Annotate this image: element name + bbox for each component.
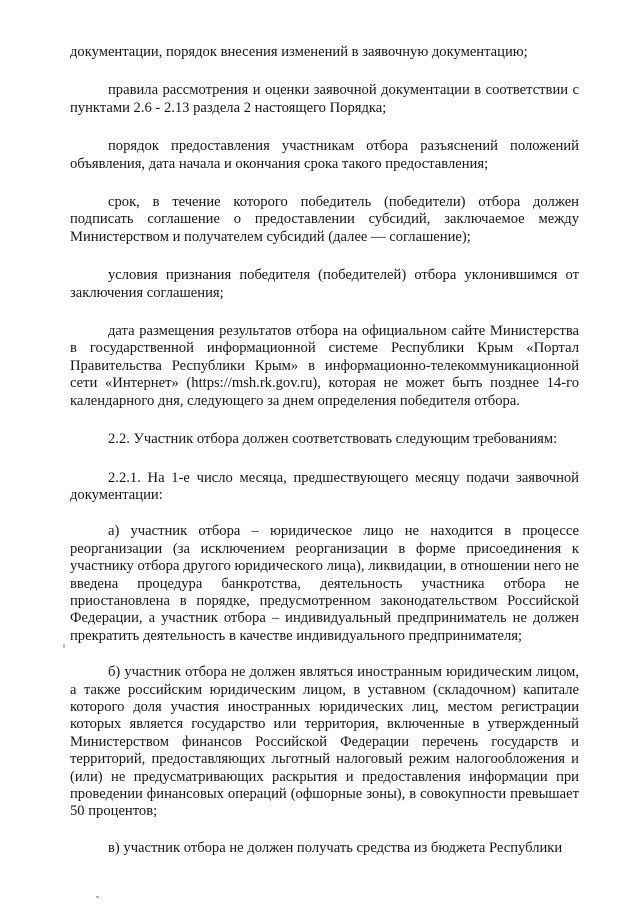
paragraph-documentation-changes: документации, порядок внесения изменений в заявочную документацию;: [70, 44, 528, 60]
document-body: [70, 44, 579, 857]
paragraph-signing-term: срок, в течение которого победитель (победители) отбора должен подписать соглашение о предоставлении субсидий, заключаемое между Министерством и получателем субсидий (далее — соглашение);: [70, 194, 579, 245]
paragraph-review-rules: правила рассмотрения и оценки заявочной документации в соответствии с пунктами 2.6 - 2.13 раздела 2 настоящего Порядка;: [70, 82, 579, 116]
paragraph-item-v: в) участник отбора не должен получать средства из бюджета Республики: [108, 839, 563, 856]
paragraph-section-2-2: 2.2. Участник отбора должен соответствовать следующим требованиям:: [108, 431, 558, 448]
paragraph-evasion-conditions: условия признания победителя (победителей) отбора уклонившимся от заключения соглашения;: [70, 267, 579, 301]
paragraph-item-b: б) участник отбора не должен являться иностранным юридическим лицом, а также российским юридическим лицом, в уставном (складочном) капитале которого доля участия иностранных юридических лиц, местом регистрации которых является государство или территория, включенные в утвержденный Министерством финансов Российской Федерации перечень государств и территорий, предоставляющих льготный налоговый режим налогообложения и (или) не предусматривающих раскрытия и предоставления информации при проведении финансовых операций (офшорные зоны), в совокупности превышает 50 процентов;: [70, 664, 579, 820]
scan-mark-left: [96, 896, 99, 898]
scan-mark-left: [63, 644, 65, 648]
paragraph-clarifications: порядок предоставления участникам отбора разъяснений положений объявления, дата начала и окончания срока такого предоставления;: [70, 138, 579, 172]
paragraph-section-2-2-1: 2.2.1. На 1-е число месяца, предшествующего месяцу подачи заявочной документации:: [70, 469, 579, 503]
paragraph-item-a: а) участник отбора – юридическое лицо не находится в процессе реорганизации (за исключением реорганизации в форме присоединения к участнику отбора другого юридического лица), ликвидации, в отношении него не введена процедура банкротства, деятельность участника отбора не приостановлена в порядке, предусмотренном законодательством Российской Федерации, а участник отбора – индивидуальный предприниматель не должен прекратить деятельность в качестве индивидуального предпринимателя;: [70, 523, 579, 644]
paragraph-results-date: дата размещения результатов отбора на официальном сайте Министерства в государственной информационной системе Республики Крым «Портал Правительства Республики Крым» в информационно-телекоммуникационной сети «Интернет» (https://msh.rk.gov.ru), которая не может быть позднее 14-го календарного дня, следующего за днем определения победителя отбора.: [70, 323, 579, 409]
